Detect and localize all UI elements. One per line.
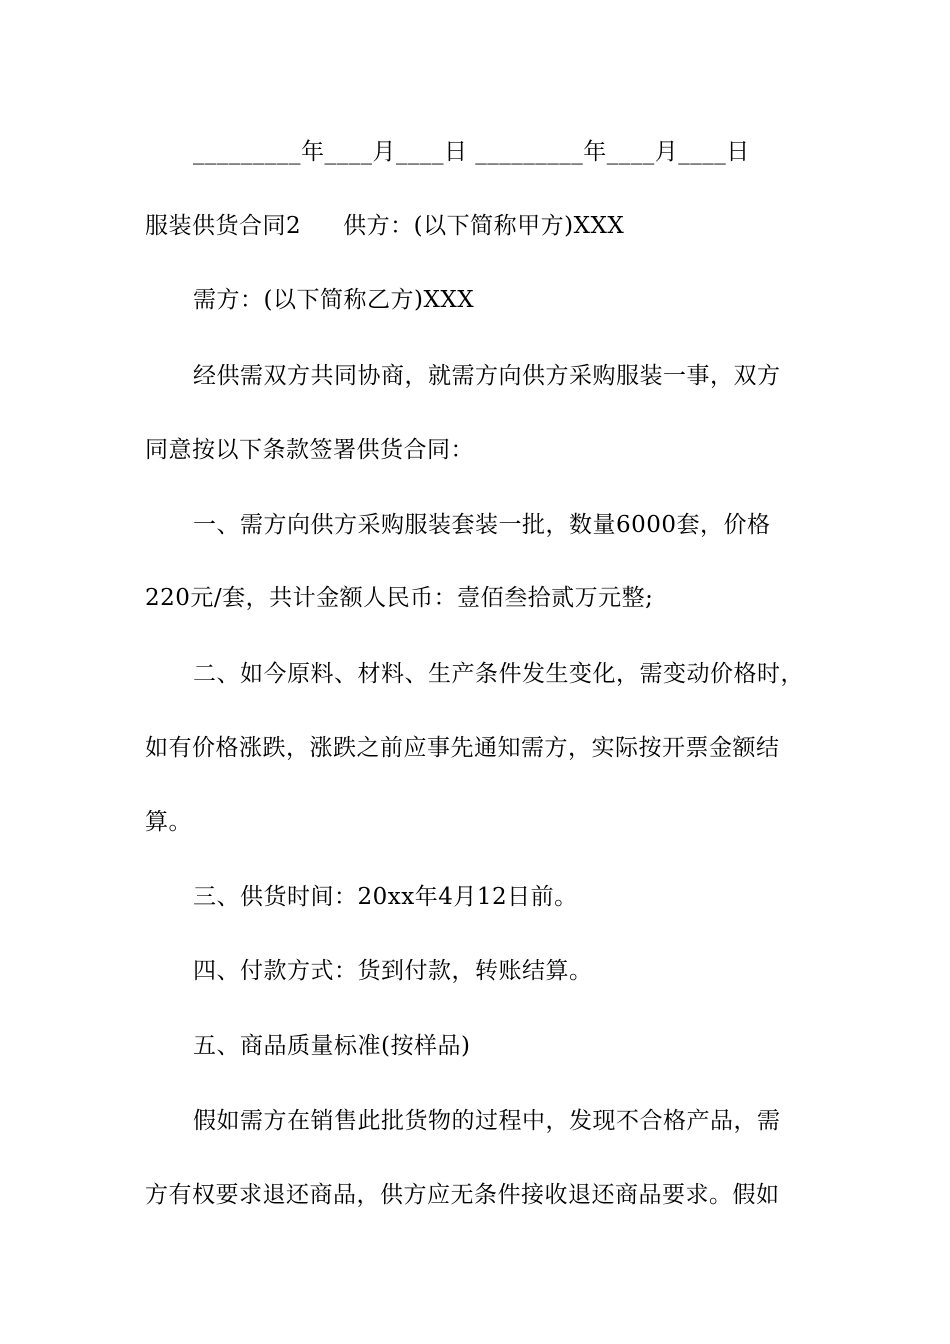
clause-four: 四、付款方式：货到付款，转账结算。 xyxy=(193,958,593,984)
supplier-text: 供方：(以下简称甲方)XXX xyxy=(343,213,625,239)
document-title: 服装供货合同2 xyxy=(145,213,302,239)
title-supplier-line xyxy=(145,211,825,241)
signature-date-line: _________年____月____日 _________年____月____日 xyxy=(193,139,750,165)
clause-one-line-2: 220元/套，共计金额人民币：壹佰叁拾贰万元整; xyxy=(145,585,654,611)
clause-three: 三、供货时间：20xx年4月12日前。 xyxy=(193,884,578,910)
clause-two-line-2: 如有价格涨跌，涨跌之前应事先通知需方，实际按开票金额结 xyxy=(145,735,780,761)
clause-five: 五、商品质量标准(按样品) xyxy=(193,1033,471,1059)
intro-line-2: 同意按以下条款签署供货合同： xyxy=(145,437,474,463)
buyer-text: 需方：(以下简称乙方)XXX xyxy=(193,287,475,313)
quality-line-1: 假如需方在销售此批货物的过程中，发现不合格产品，需 xyxy=(193,1108,781,1134)
clause-two-line-1: 二、如今原料、材料、生产条件发生变化，需变动价格时， xyxy=(193,661,804,687)
quality-line-2: 方有权要求退还商品，供方应无条件接收退还商品要求。假如 xyxy=(145,1182,780,1208)
intro-line-1: 经供需双方共同协商，就需方向供方采购服装一事，双方 xyxy=(193,363,781,389)
clause-two-line-3: 算。 xyxy=(145,809,192,835)
clause-one-line-1: 一、需方向供方采购服装套装一批，数量6000套，价格 xyxy=(193,512,771,538)
